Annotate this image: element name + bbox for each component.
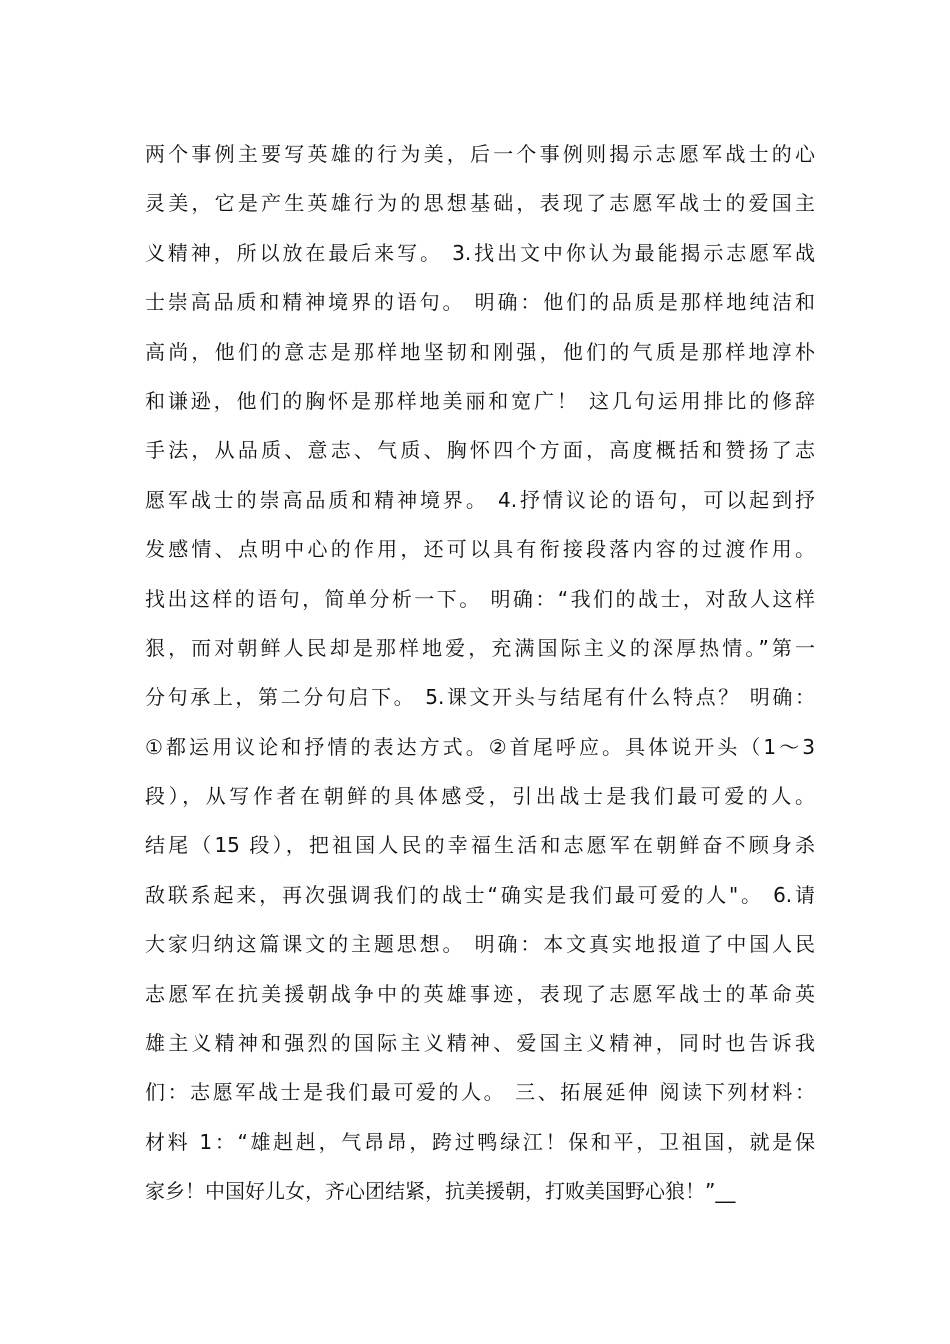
text-line-7: 手法，从品质、意志、气质、胸怀四个方面，高度概括和赞扬了志	[145, 438, 815, 463]
text-line-12: 分句承上，第二分句启下。 5.课文开头与结尾有什么特点？ 明确：	[145, 685, 815, 710]
text-line-13: ①都运用议论和抒情的表达方式。②首尾呼应。具体说开头（1～3	[145, 734, 815, 759]
body-text	[145, 130, 815, 1217]
text-line-8: 愿军战士的崇高品质和精神境界。 4.抒情议论的语句，可以起到抒	[145, 487, 815, 512]
text-line-18: 志愿军在抗美援朝战争中的英雄事迹，表现了志愿军战士的革命英	[145, 981, 815, 1006]
text-line-4: 士崇高品质和精神境界的语句。 明确：他们的品质是那样地纯洁和	[145, 290, 815, 315]
text-line-5: 高尚，他们的意志是那样地坚韧和刚强，他们的气质是那样地淳朴	[145, 339, 815, 364]
text-line-2: 灵美，它是产生英雄行为的思想基础，表现了志愿军战士的爱国主	[145, 191, 815, 216]
text-line-3: 义精神，所以放在最后来写。 3.找出文中你认为最能揭示志愿军战	[145, 240, 815, 265]
text-line-10: 找出这样的语句，简单分析一下。 明确：“我们的战士，对敌人这样	[145, 586, 815, 611]
text-line-6: 和谦逊，他们的胸怀是那样地美丽和宽广！ 这几句运用排比的修辞	[145, 388, 815, 413]
text-line-22: 家乡！中国好儿女，齐心团结紧，抗美援朝，打败美国野心狼！”__	[145, 1179, 736, 1204]
text-line-15: 结尾（15 段），把祖国人民的幸福生活和志愿军在朝鲜奋不顾身杀	[145, 833, 815, 858]
text-line-11: 狠，而对朝鲜人民却是那样地爱，充满国际主义的深厚热情。”第一	[145, 635, 815, 660]
text-line-21: 材料 1：“雄赳赳，气昂昂，跨过鸭绿江！保和平，卫祖国，就是保	[145, 1129, 815, 1154]
text-line-1: 两个事例主要写英雄的行为美，后一个事例则揭示志愿军战士的心	[145, 142, 815, 166]
text-line-9: 发感情、点明中心的作用，还可以具有衔接段落内容的过渡作用。	[145, 537, 815, 562]
text-line-20: 们：志愿军战士是我们最可爱的人。 三、拓展延伸 阅读下列材料：	[145, 1080, 815, 1105]
text-line-17: 大家归纳这篇课文的主题思想。 明确：本文真实地报道了中国人民	[145, 932, 815, 957]
text-line-16: 敌联系起来，再次强调我们的战士“确实是我们最可爱的人"。 6.请	[145, 882, 815, 907]
text-line-19: 雄主义精神和强烈的国际主义精神、爱国主义精神，同时也告诉我	[145, 1031, 815, 1056]
text-line-14: 段），从写作者在朝鲜的具体感受，引出战士是我们最可爱的人。	[145, 784, 815, 809]
